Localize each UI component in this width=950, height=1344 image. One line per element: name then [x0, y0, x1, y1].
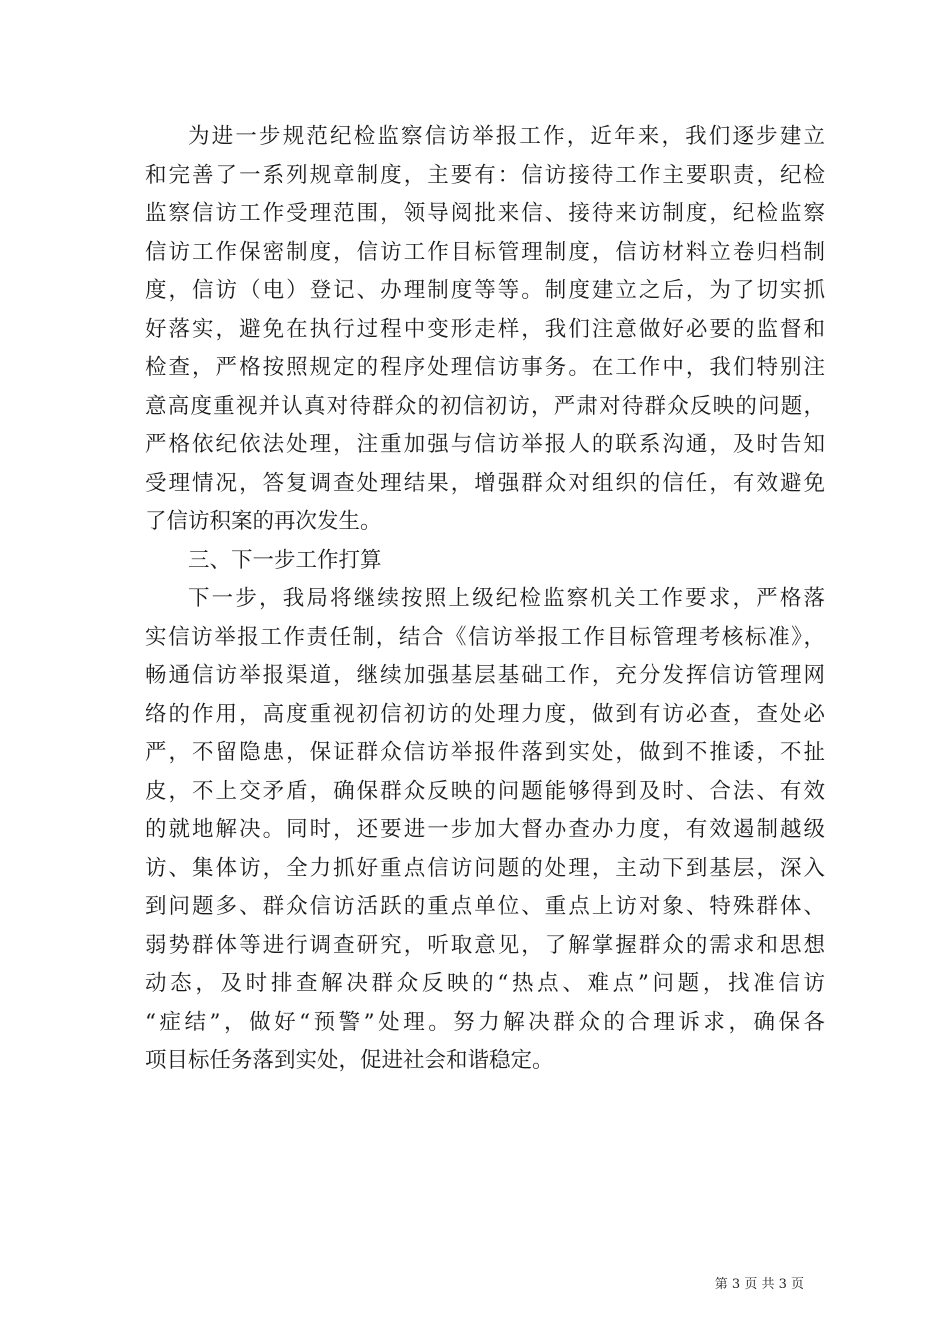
paragraph-2-line-11: 动态，及时排查解决群众反映的“热点、难点”问题，找准信访: [145, 971, 825, 996]
paragraph-2-line-2: 实信访举报工作责任制，结合《信访举报工作目标管理考核标准》，: [145, 624, 825, 650]
paragraph-2-line-4: 络的作用，高度重视初信初访的处理力度，做到有访必查，查处必: [145, 701, 825, 727]
paragraph-1-line-4: 信访工作保密制度，信访工作目标管理制度，信访材料立卷归档制: [145, 239, 825, 265]
paragraph-2-line-6: 皮，不上交矛盾，确保群众反映的问题能够得到及时、合法、有效: [145, 778, 825, 804]
paragraph-1-line-10: 受理情况，答复调查处理结果，增强群众对组织的信任，有效避免: [145, 470, 825, 496]
paragraph-1-line-6: 好落实，避免在执行过程中变形走样，我们注意做好必要的监督和: [145, 316, 825, 342]
page-number-footer: 第 3 页 共 3 页: [714, 1277, 804, 1292]
document-body: [145, 118, 825, 1081]
paragraph-2-line-9: 到问题多、群众信访活跃的重点单位、重点上访对象、特殊群体、: [145, 894, 825, 919]
section-heading: 三、下一步工作打算: [188, 547, 382, 573]
paragraph-2-line-5: 严，不留隐患，保证群众信访举报件落到实处，做到不推诿，不扯: [145, 740, 825, 765]
paragraph-2-line-13: 项目标任务落到实处，促进社会和谐稳定。: [145, 1048, 554, 1073]
paragraph-2-line-10: 弱势群体等进行调查研究，听取意见，了解掌握群众的需求和思想: [145, 932, 825, 958]
paragraph-2-line-8: 访、集体访，全力抓好重点信访问题的处理，主动下到基层，深入: [145, 855, 825, 881]
paragraph-1-line-11: 了信访积案的再次发生。: [145, 509, 382, 534]
paragraph-2-line-1: 下一步，我局将继续按照上级纪检监察机关工作要求，严格落: [188, 586, 825, 611]
paragraph-1-line-7: 检查，严格按照规定的程序处理信访事务。在工作中，我们特别注: [145, 355, 825, 380]
paragraph-2-line-7: 的就地解决。同时，还要进一步加大督办查办力度，有效遏制越级: [145, 817, 825, 842]
paragraph-1-line-3: 监察信访工作受理范围，领导阅批来信、接待来访制度，纪检监察: [145, 201, 825, 226]
paragraph-2-line-3: 畅通信访举报渠道，继续加强基层基础工作，充分发挥信访管理网: [145, 663, 825, 688]
paragraph-1-line-1: 为进一步规范纪检监察信访举报工作，近年来，我们逐步建立: [188, 124, 825, 149]
paragraph-1-line-2: 和完善了一系列规章制度，主要有：信访接待工作主要职责，纪检: [145, 162, 825, 188]
paragraph-1-line-5: 度，信访（电）登记、办理制度等等。制度建立之后，为了切实抓: [145, 278, 825, 303]
paragraph-1-line-9: 严格依纪依法处理，注重加强与信访举报人的联系沟通，及时告知: [145, 432, 825, 457]
paragraph-1-line-8: 意高度重视并认真对待群众的初信初访，严肃对待群众反映的问题，: [145, 393, 825, 419]
paragraph-2-line-12: “症结”，做好“预警”处理。努力解决群众的合理诉求，确保各: [145, 1009, 825, 1035]
